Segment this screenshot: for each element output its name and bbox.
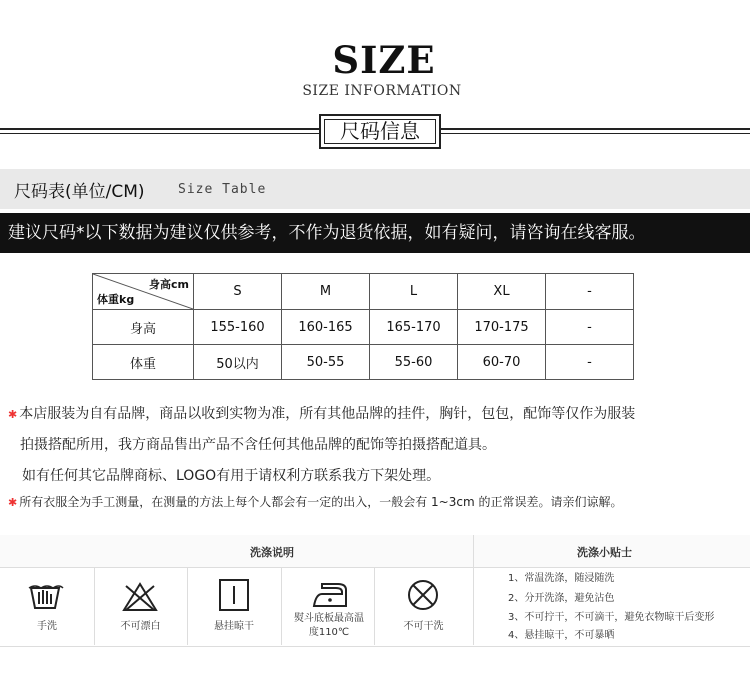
table-corner-cell <box>93 274 194 310</box>
care-label: 不可干洗 <box>403 621 444 632</box>
tip-item: 2、分开洗涤，避免沾色 <box>508 593 615 604</box>
care-cell-divider <box>281 567 282 645</box>
asterisk-icon: ✱ <box>8 408 18 421</box>
note-text: 本店服装为自有品牌，商品以收到实物为准，所有其他品牌的挂件，胸针，包包，配饰等仅作为服装 <box>19 406 636 422</box>
section-tag: 尺码信息 <box>319 114 441 149</box>
corner-label-weight: 体重kg <box>97 293 135 306</box>
tip-item: 4、悬挂晾干，不可暴晒 <box>508 630 615 641</box>
no-dry-clean-icon <box>403 578 443 612</box>
tip-item: 1、常温洗涤，随浸随洗 <box>508 573 615 584</box>
note-line-3: 如有任何其它品牌商标、LOGO有用于请权利方联系我方下架处理。 <box>22 468 441 484</box>
table-cell: 55-60 <box>370 345 458 380</box>
hang-dry-icon <box>214 578 254 612</box>
column-header: - <box>546 274 634 310</box>
care-divider <box>473 535 474 645</box>
note-line-1 <box>8 403 635 423</box>
table-cell: 165-170 <box>370 310 458 345</box>
column-header: M <box>282 274 370 310</box>
corner-label-height: 身高cm <box>149 278 189 291</box>
tip-item: 3、不可拧干，不可滴干，避免衣物晾干后变形 <box>508 612 715 623</box>
table-cell: 160-165 <box>282 310 370 345</box>
table-cell: - <box>546 345 634 380</box>
hand-wash-icon <box>25 578 65 612</box>
iron-icon <box>310 578 350 612</box>
table-cell: 155-160 <box>194 310 282 345</box>
divider-left <box>0 128 319 130</box>
table-row <box>93 345 634 380</box>
size-table <box>92 273 634 380</box>
care-cell-divider <box>187 567 188 645</box>
care-cell-divider <box>374 567 375 645</box>
table-header-row <box>93 274 634 310</box>
column-header: L <box>370 274 458 310</box>
size-table-label: 尺码表(单位/CM) <box>14 182 145 202</box>
care-cell-divider <box>94 567 95 645</box>
asterisk-icon: ✱ <box>8 496 18 509</box>
note-line-2: 拍摄搭配所用，我方商品售出产品不含任何其他品牌的配饰等拍摄搭配道具。 <box>20 437 496 453</box>
page-title: SIZE <box>332 38 436 82</box>
table-cell: 60-70 <box>458 345 546 380</box>
advice-banner: 建议尺码*以下数据为建议仅供参考，不作为退货依据，如有疑问，请咨询在线客服。 <box>0 213 750 253</box>
row-label: 身高 <box>93 310 194 345</box>
care-label: 熨斗底板最高温度110℃ <box>294 613 364 638</box>
table-cell: - <box>546 310 634 345</box>
note-line-4 <box>8 493 622 510</box>
no-bleach-icon <box>120 580 160 614</box>
care-label: 悬挂晾干 <box>214 621 254 632</box>
divider-left-thin <box>0 133 319 134</box>
table-cell: 50以内 <box>194 345 282 380</box>
divider-right-thin <box>441 133 750 134</box>
note-text: 所有衣服全为手工测量，在测量的方法上每个人都会有一定的出入，一般会有 1~3cm 的正常误差。请亲们谅解。 <box>19 495 623 509</box>
row-label: 体重 <box>93 345 194 380</box>
table-cell: 50-55 <box>282 345 370 380</box>
column-header: XL <box>458 274 546 310</box>
care-label: 手洗 <box>37 621 57 632</box>
tips-title: 洗涤小贴士 <box>577 546 632 559</box>
column-header: S <box>194 274 282 310</box>
care-title: 洗涤说明 <box>250 546 294 559</box>
size-table-label-en: Size Table <box>178 182 267 197</box>
divider-right <box>441 128 750 130</box>
page-subtitle: SIZE INFORMATION <box>302 83 462 99</box>
care-header <box>0 535 750 568</box>
table-cell: 170-175 <box>458 310 546 345</box>
care-label: 不可漂白 <box>120 621 161 632</box>
table-row <box>93 310 634 345</box>
